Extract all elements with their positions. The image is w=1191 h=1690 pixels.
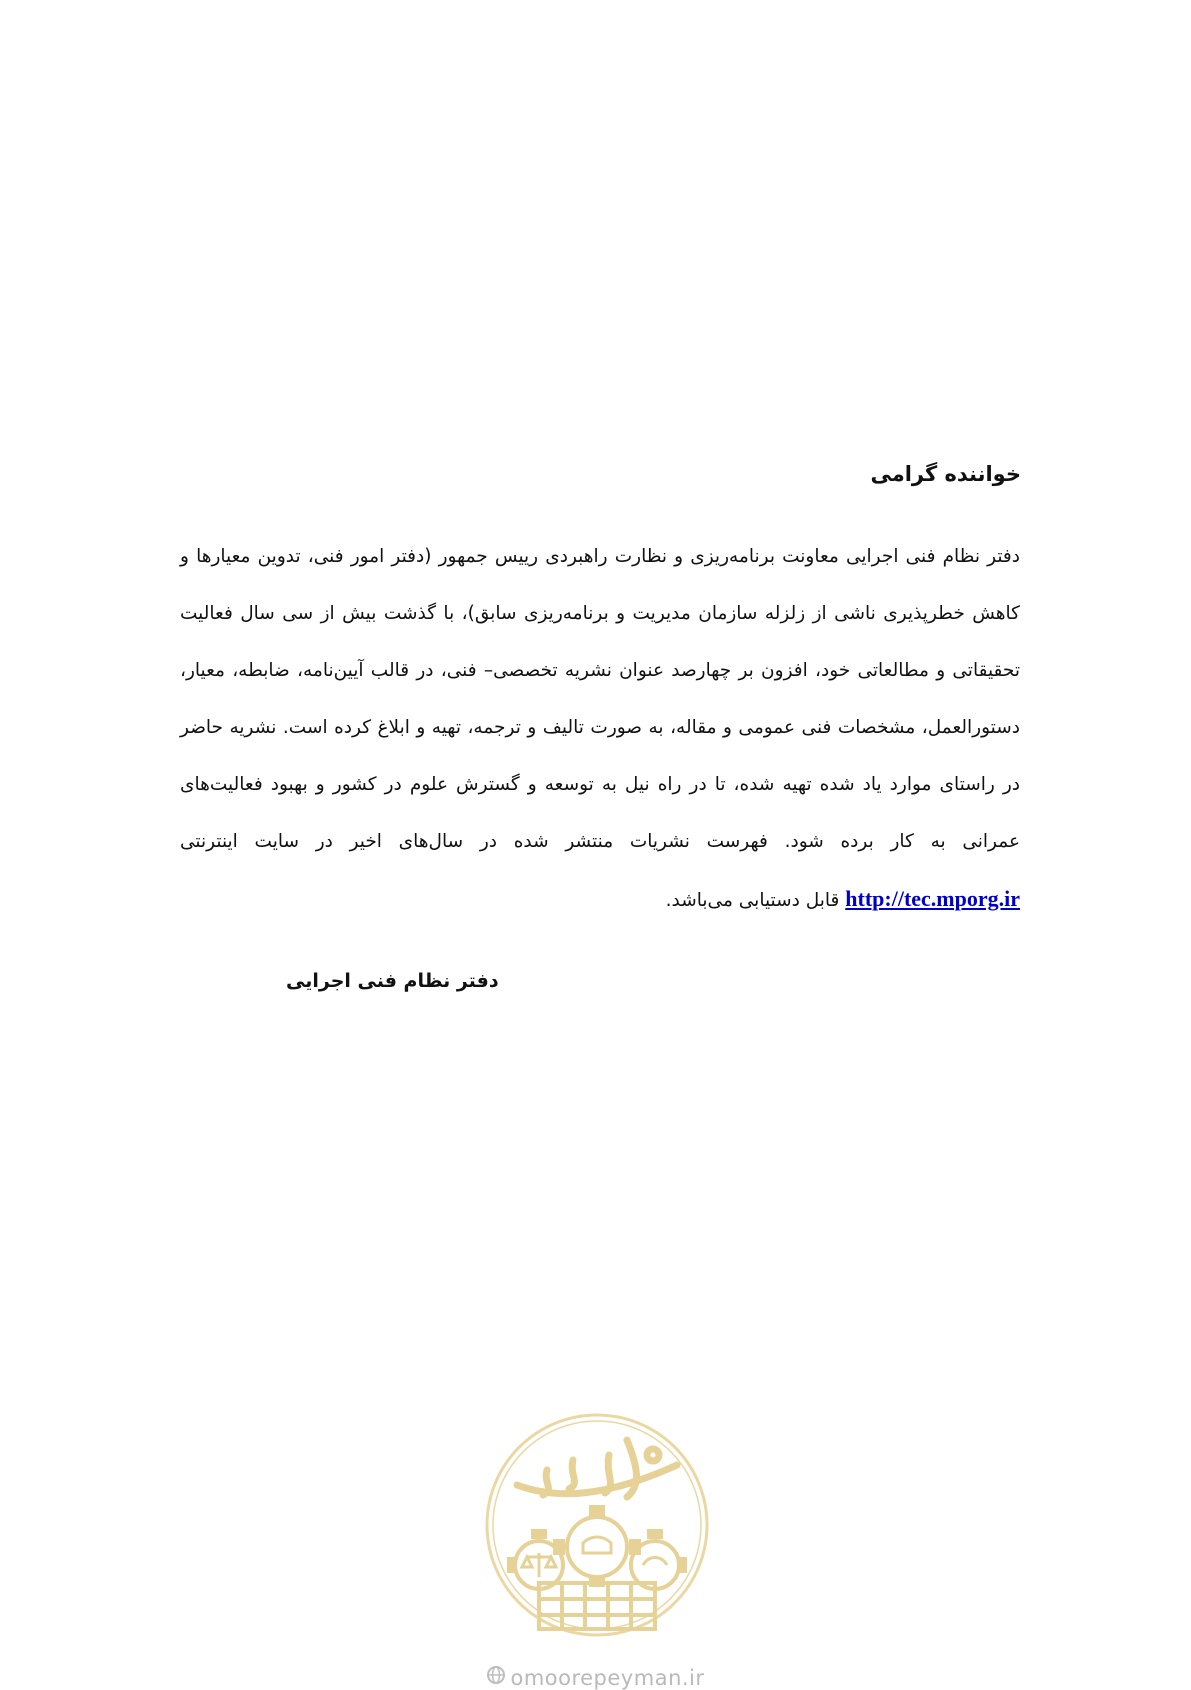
watermark-site — [0, 1665, 1191, 1690]
gear-seal-icon — [477, 1405, 717, 1645]
body-paragraph — [180, 528, 1020, 929]
watermark-logo — [477, 1405, 717, 1645]
website-link[interactable]: http://tec.mporg.ir — [845, 886, 1020, 911]
paragraph-text: دفتر نظام فنی اجرایی معاونت برنامه‌ریزی و نظارت راهبردی رییس جمهور (دفتر امور فنی، تدوین معیارها و کاهش خطرپذیری ناشی از زلزله سازمان مدیریت و برنامه‌ریزی سابق)، با گذشت بیش از سی سال فعالیت تحقیقاتی و مطالعاتی خود، افزون بر چهارصد عنوان نشریه تخصصی– فنی، در قالب آیین‌نامه، ضابطه، معیار، دستورالعمل، مشخصات فنی عمومی و مقاله، به صورت تالیف و ترجمه، تهیه و ابلاغ کرده است. نشریه حاضر در راستای موارد یاد شده تهیه شده، تا در راه نیل به توسعه و گسترش علوم در کشور و بهبود فعالیت‌های عمرانی به کار برده شود. فهرست نشریات منتشر شده در سال‌های اخیر در سایت اینترنتی — [180, 546, 1020, 852]
signature: دفتر نظام فنی اجرایی — [286, 970, 499, 992]
globe-icon — [486, 1665, 506, 1690]
paragraph-tail: قابل دستیابی می‌باشد. — [665, 890, 840, 911]
watermark-site-text: omoorepeyman.ir — [510, 1666, 705, 1690]
greeting-heading: خواننده گرامی — [870, 462, 1021, 486]
